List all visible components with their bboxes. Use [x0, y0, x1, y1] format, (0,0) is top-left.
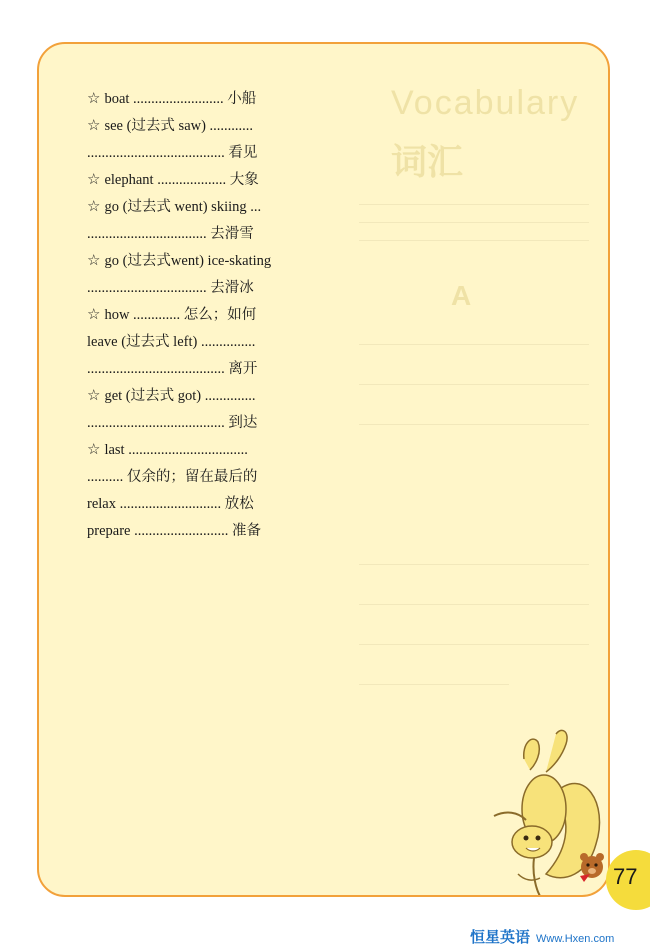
footer-url[interactable]: Www.Hxen.com	[536, 933, 615, 945]
faded-line	[359, 384, 589, 385]
vocab-entry-relax: relax ............................ 放松	[87, 496, 254, 512]
vocabulary-card	[37, 42, 610, 897]
vocab-entry-skiing-meaning: ................................. 去滑雪	[87, 226, 254, 242]
vocab-entry-leave-meaning: ...................................... 离开	[87, 361, 258, 377]
vocab-entry-how: ☆ how ............. 怎么；如何	[87, 307, 257, 323]
faded-line	[359, 684, 509, 685]
faded-line	[359, 604, 589, 605]
vocabulary-list	[87, 86, 317, 545]
star-icon: ☆	[87, 253, 101, 269]
star-icon: ☆	[87, 199, 101, 215]
star-icon: ☆	[87, 118, 101, 134]
vocab-entry-boat: ☆ boat ......................... 小船	[87, 91, 257, 107]
vocab-entry-see-meaning: ...................................... 看见	[87, 145, 258, 161]
faded-line	[359, 204, 589, 205]
faded-heading: Vocabulary	[391, 84, 580, 122]
vocab-entry-last-meaning: .......... 仅余的；留在最后的	[87, 469, 258, 485]
faded-line	[359, 424, 589, 425]
faded-section-letter: A	[451, 280, 472, 311]
star-icon: ☆	[87, 172, 101, 188]
page-number: 77	[613, 864, 638, 889]
faded-heading-cn: 词汇	[391, 142, 464, 182]
faded-line	[359, 564, 589, 565]
star-icon: ☆	[87, 442, 101, 458]
vocab-entry-last: ☆ last .................................	[87, 442, 248, 458]
vocab-entry-leave: leave (过去式 left) ...............	[87, 334, 256, 350]
star-icon: ☆	[87, 388, 101, 404]
faded-line	[359, 222, 589, 223]
footer-brand: 恒星英语	[470, 929, 531, 946]
vocab-entry-ice-skating-meaning: ................................. 去滑冰	[87, 280, 254, 296]
faded-line	[359, 644, 589, 645]
faded-line	[359, 240, 589, 241]
vocab-entry-get: ☆ get (过去式 got) ..............	[87, 388, 256, 404]
bear-icon	[574, 848, 610, 884]
star-icon: ☆	[87, 91, 101, 107]
vocab-entry-ice-skating: ☆ go (过去式went) ice-skating	[87, 253, 272, 269]
footer-watermark	[470, 926, 614, 947]
vocab-entry-prepare: prepare .......................... 准备	[87, 523, 261, 539]
vocab-entry-get-meaning: ...................................... 到达	[87, 415, 258, 431]
vocab-entry-see: ☆ see (过去式 saw) ............	[87, 118, 254, 134]
vocab-entry-elephant: ☆ elephant ................... 大象	[87, 172, 259, 188]
star-icon: ☆	[87, 307, 101, 323]
faded-line	[359, 344, 589, 345]
vocab-entry-skiing: ☆ go (过去式 went) skiing ...	[87, 199, 262, 215]
